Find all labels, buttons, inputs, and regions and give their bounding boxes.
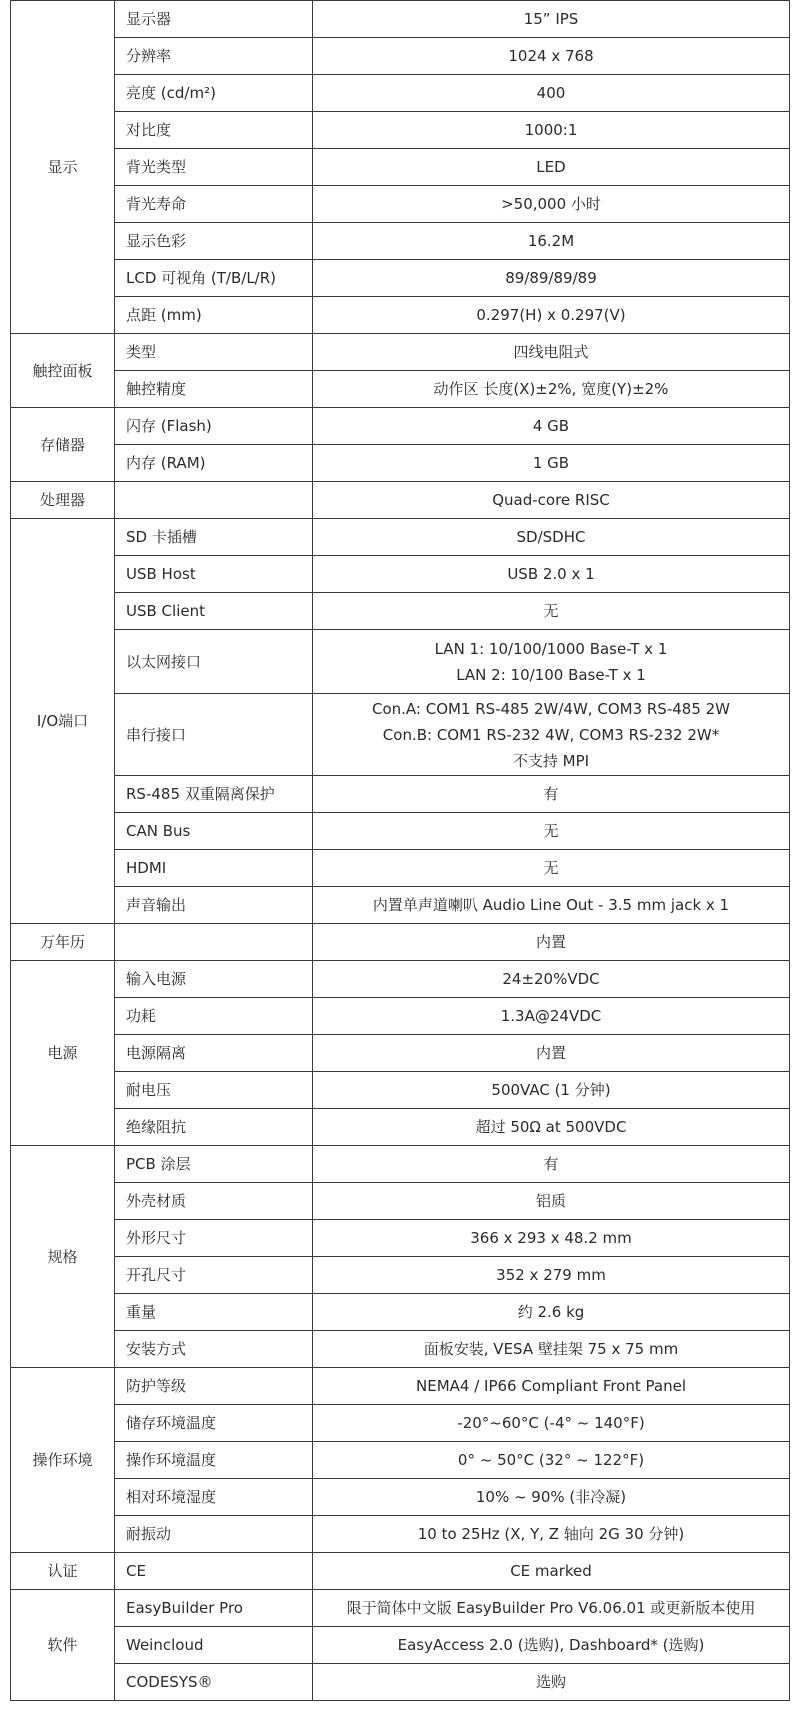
table-row — [11, 850, 790, 887]
value-cell — [313, 1405, 790, 1442]
value-cell — [313, 75, 790, 112]
value-cell — [313, 961, 790, 998]
feature-cell: 声音输出 — [115, 887, 313, 924]
value-line: 限于简体中文版 EasyBuilder Pro V6.06.01 或更新版本使用 — [346, 1599, 756, 1617]
value-line: 无 — [543, 822, 559, 840]
feature-cell: 相对环境湿度 — [115, 1479, 313, 1516]
table-row — [11, 1, 790, 38]
category-cell: 规格 — [11, 1146, 115, 1368]
table-row — [11, 1368, 790, 1405]
value-line: SD/SDHC — [516, 528, 586, 546]
table-row — [11, 961, 790, 998]
value-line: Quad-core RISC — [492, 491, 610, 509]
value-line: NEMA4 / IP66 Compliant Front Panel — [416, 1377, 686, 1395]
value-line: 400 — [536, 84, 566, 102]
value-cell — [313, 186, 790, 223]
feature-cell: 功耗 — [115, 998, 313, 1035]
category-cell: 万年历 — [11, 924, 115, 961]
feature-cell: 显示器 — [115, 1, 313, 38]
value-cell — [313, 482, 790, 519]
value-line: 动作区 长度(X)±2%, 宽度(Y)±2% — [433, 380, 669, 398]
table-row — [11, 630, 790, 694]
table-row — [11, 694, 790, 776]
value-line: LAN 1: 10/100/1000 Base-T x 1 — [434, 639, 668, 658]
table-row — [11, 1516, 790, 1553]
table-row — [11, 75, 790, 112]
value-cell — [313, 334, 790, 371]
value-line: 四线电阻式 — [513, 343, 589, 361]
table-row — [11, 1627, 790, 1664]
feature-cell: 以太网接口 — [115, 630, 313, 694]
table-row — [11, 593, 790, 630]
feature-cell — [115, 482, 313, 519]
feature-cell: 开孔尺寸 — [115, 1257, 313, 1294]
value-line: Con.B: COM1 RS-232 4W, COM3 RS-232 2W* — [382, 725, 720, 744]
category-cell: 处理器 — [11, 482, 115, 519]
feature-cell: 绝缘阻抗 — [115, 1109, 313, 1146]
value-line: 1024 x 768 — [508, 47, 594, 65]
table-row — [11, 223, 790, 260]
feature-cell: Weincloud — [115, 1627, 313, 1664]
spec-table-body — [11, 1, 790, 1701]
value-line: 超过 50Ω at 500VDC — [475, 1118, 627, 1136]
table-row — [11, 445, 790, 482]
table-row — [11, 1035, 790, 1072]
feature-cell: RS-485 双重隔离保护 — [115, 776, 313, 813]
value-cell — [313, 1, 790, 38]
value-cell — [313, 149, 790, 186]
value-cell — [313, 260, 790, 297]
value-line: 内置 — [535, 1044, 566, 1062]
value-cell — [313, 998, 790, 1035]
value-cell — [313, 445, 790, 482]
feature-cell: 耐振动 — [115, 1516, 313, 1553]
value-line: 10% ~ 90% (非冷凝) — [475, 1488, 627, 1506]
value-line: 10 to 25Hz (X, Y, Z 轴向 2G 30 分钟) — [417, 1525, 685, 1543]
feature-cell: USB Host — [115, 556, 313, 593]
table-row — [11, 482, 790, 519]
value-cell — [313, 223, 790, 260]
feature-cell: LCD 可视角 (T/B/L/R) — [115, 260, 313, 297]
value-line: 1 GB — [532, 454, 570, 472]
value-line: -20°~60°C (-4° ~ 140°F) — [457, 1414, 645, 1432]
category-cell: I/O端口 — [11, 519, 115, 924]
feature-cell: 显示色彩 — [115, 223, 313, 260]
value-line: EasyAccess 2.0 (选购), Dashboard* (选购) — [397, 1636, 705, 1654]
value-line: 16.2M — [527, 232, 575, 250]
table-row — [11, 149, 790, 186]
value-cell — [313, 1220, 790, 1257]
value-line: 24±20%VDC — [502, 970, 600, 988]
category-cell: 存储器 — [11, 408, 115, 482]
feature-cell: 防护等级 — [115, 1368, 313, 1405]
value-cell — [313, 694, 790, 776]
table-row — [11, 813, 790, 850]
value-cell — [313, 1331, 790, 1368]
feature-cell: EasyBuilder Pro — [115, 1590, 313, 1627]
table-row — [11, 186, 790, 223]
table-row — [11, 260, 790, 297]
feature-cell — [115, 924, 313, 961]
table-row — [11, 1220, 790, 1257]
value-line: 4 GB — [532, 417, 570, 435]
value-line: 铝质 — [535, 1192, 566, 1210]
value-cell — [313, 887, 790, 924]
table-row — [11, 371, 790, 408]
table-row — [11, 1405, 790, 1442]
table-row — [11, 519, 790, 556]
feature-cell: 点距 (mm) — [115, 297, 313, 334]
category-cell: 显示 — [11, 1, 115, 334]
value-cell — [313, 593, 790, 630]
value-line: 不支持 MPI — [512, 751, 590, 770]
feature-cell: 串行接口 — [115, 694, 313, 776]
table-row — [11, 776, 790, 813]
feature-cell: 类型 — [115, 334, 313, 371]
value-cell — [313, 850, 790, 887]
value-line: 15” IPS — [523, 10, 579, 28]
feature-cell: CE — [115, 1553, 313, 1590]
table-row — [11, 1257, 790, 1294]
feature-cell: USB Client — [115, 593, 313, 630]
table-row — [11, 112, 790, 149]
value-line: CE marked — [510, 1562, 592, 1580]
table-row — [11, 1553, 790, 1590]
feature-cell: 安装方式 — [115, 1331, 313, 1368]
value-line: 352 x 279 mm — [496, 1266, 606, 1284]
table-row — [11, 1146, 790, 1183]
table-row — [11, 1294, 790, 1331]
value-line: LED — [536, 158, 566, 176]
value-cell — [313, 1627, 790, 1664]
category-cell: 操作环境 — [11, 1368, 115, 1553]
value-cell — [313, 1257, 790, 1294]
feature-cell: 内存 (RAM) — [115, 445, 313, 482]
feature-cell: 对比度 — [115, 112, 313, 149]
value-cell — [313, 519, 790, 556]
table-row — [11, 887, 790, 924]
value-cell — [313, 1109, 790, 1146]
feature-cell: 耐电压 — [115, 1072, 313, 1109]
value-cell — [313, 371, 790, 408]
value-cell — [313, 556, 790, 593]
feature-cell: 操作环境温度 — [115, 1442, 313, 1479]
value-cell — [313, 1072, 790, 1109]
value-cell — [313, 1553, 790, 1590]
table-row — [11, 1331, 790, 1368]
table-row — [11, 1109, 790, 1146]
value-line: 1.3A@24VDC — [500, 1007, 602, 1025]
value-cell — [313, 1664, 790, 1701]
feature-cell: 闪存 (Flash) — [115, 408, 313, 445]
feature-cell: 外壳材质 — [115, 1183, 313, 1220]
value-cell — [313, 1479, 790, 1516]
value-line: 89/89/89/89 — [505, 269, 597, 287]
value-line: LAN 2: 10/100 Base-T x 1 — [456, 665, 646, 684]
value-line: 无 — [543, 859, 559, 877]
value-line: 366 x 293 x 48.2 mm — [470, 1229, 632, 1247]
feature-cell: 电源隔离 — [115, 1035, 313, 1072]
table-row — [11, 556, 790, 593]
feature-cell: HDMI — [115, 850, 313, 887]
feature-cell: 外形尺寸 — [115, 1220, 313, 1257]
value-line: >50,000 小时 — [501, 195, 601, 213]
feature-cell: 输入电源 — [115, 961, 313, 998]
feature-cell: 储存环境温度 — [115, 1405, 313, 1442]
table-row — [11, 1590, 790, 1627]
feature-cell: 背光类型 — [115, 149, 313, 186]
value-line: 约 2.6 kg — [517, 1303, 585, 1321]
feature-cell: SD 卡插槽 — [115, 519, 313, 556]
value-cell — [313, 924, 790, 961]
value-line: 面板安装, VESA 壁挂架 75 x 75 mm — [423, 1340, 679, 1358]
value-line: 内置 — [535, 933, 566, 951]
value-cell — [313, 813, 790, 850]
value-cell — [313, 297, 790, 334]
feature-cell: CODESYS® — [115, 1664, 313, 1701]
value-line: 0° ~ 50°C (32° ~ 122°F) — [457, 1451, 645, 1469]
table-row — [11, 38, 790, 75]
value-cell — [313, 630, 790, 694]
category-cell: 软件 — [11, 1590, 115, 1701]
value-cell — [313, 1035, 790, 1072]
feature-cell: PCB 涂层 — [115, 1146, 313, 1183]
value-cell — [313, 112, 790, 149]
table-row — [11, 998, 790, 1035]
table-row — [11, 297, 790, 334]
value-cell — [313, 1368, 790, 1405]
value-line: 500VAC (1 分钟) — [491, 1081, 611, 1099]
value-cell — [313, 1590, 790, 1627]
table-row — [11, 1183, 790, 1220]
value-cell — [313, 1294, 790, 1331]
table-row — [11, 334, 790, 371]
value-cell — [313, 408, 790, 445]
category-cell: 电源 — [11, 961, 115, 1146]
feature-cell: 亮度 (cd/m²) — [115, 75, 313, 112]
value-cell — [313, 776, 790, 813]
table-row — [11, 1072, 790, 1109]
value-cell — [313, 1146, 790, 1183]
table-row — [11, 924, 790, 961]
spec-table — [10, 0, 790, 1701]
value-cell — [313, 1183, 790, 1220]
table-row — [11, 408, 790, 445]
feature-cell: 触控精度 — [115, 371, 313, 408]
value-line: 有 — [543, 785, 559, 803]
feature-cell: 分辨率 — [115, 38, 313, 75]
value-line: 无 — [543, 602, 559, 620]
value-cell — [313, 1442, 790, 1479]
category-cell: 认证 — [11, 1553, 115, 1590]
value-line: Con.A: COM1 RS-485 2W/4W, COM3 RS-485 2W — [371, 699, 731, 718]
table-row — [11, 1479, 790, 1516]
value-line: 1000:1 — [524, 121, 578, 139]
category-cell: 触控面板 — [11, 334, 115, 408]
table-row — [11, 1442, 790, 1479]
feature-cell: CAN Bus — [115, 813, 313, 850]
feature-cell: 重量 — [115, 1294, 313, 1331]
table-row — [11, 1664, 790, 1701]
value-cell — [313, 38, 790, 75]
feature-cell: 背光寿命 — [115, 186, 313, 223]
value-cell — [313, 1516, 790, 1553]
value-line: 0.297(H) x 0.297(V) — [476, 306, 626, 324]
value-line: 选购 — [535, 1673, 566, 1691]
value-line: USB 2.0 x 1 — [507, 565, 595, 583]
value-line: 有 — [543, 1155, 559, 1173]
value-line: 内置单声道喇叭 Audio Line Out - 3.5 mm jack x 1 — [372, 896, 730, 914]
